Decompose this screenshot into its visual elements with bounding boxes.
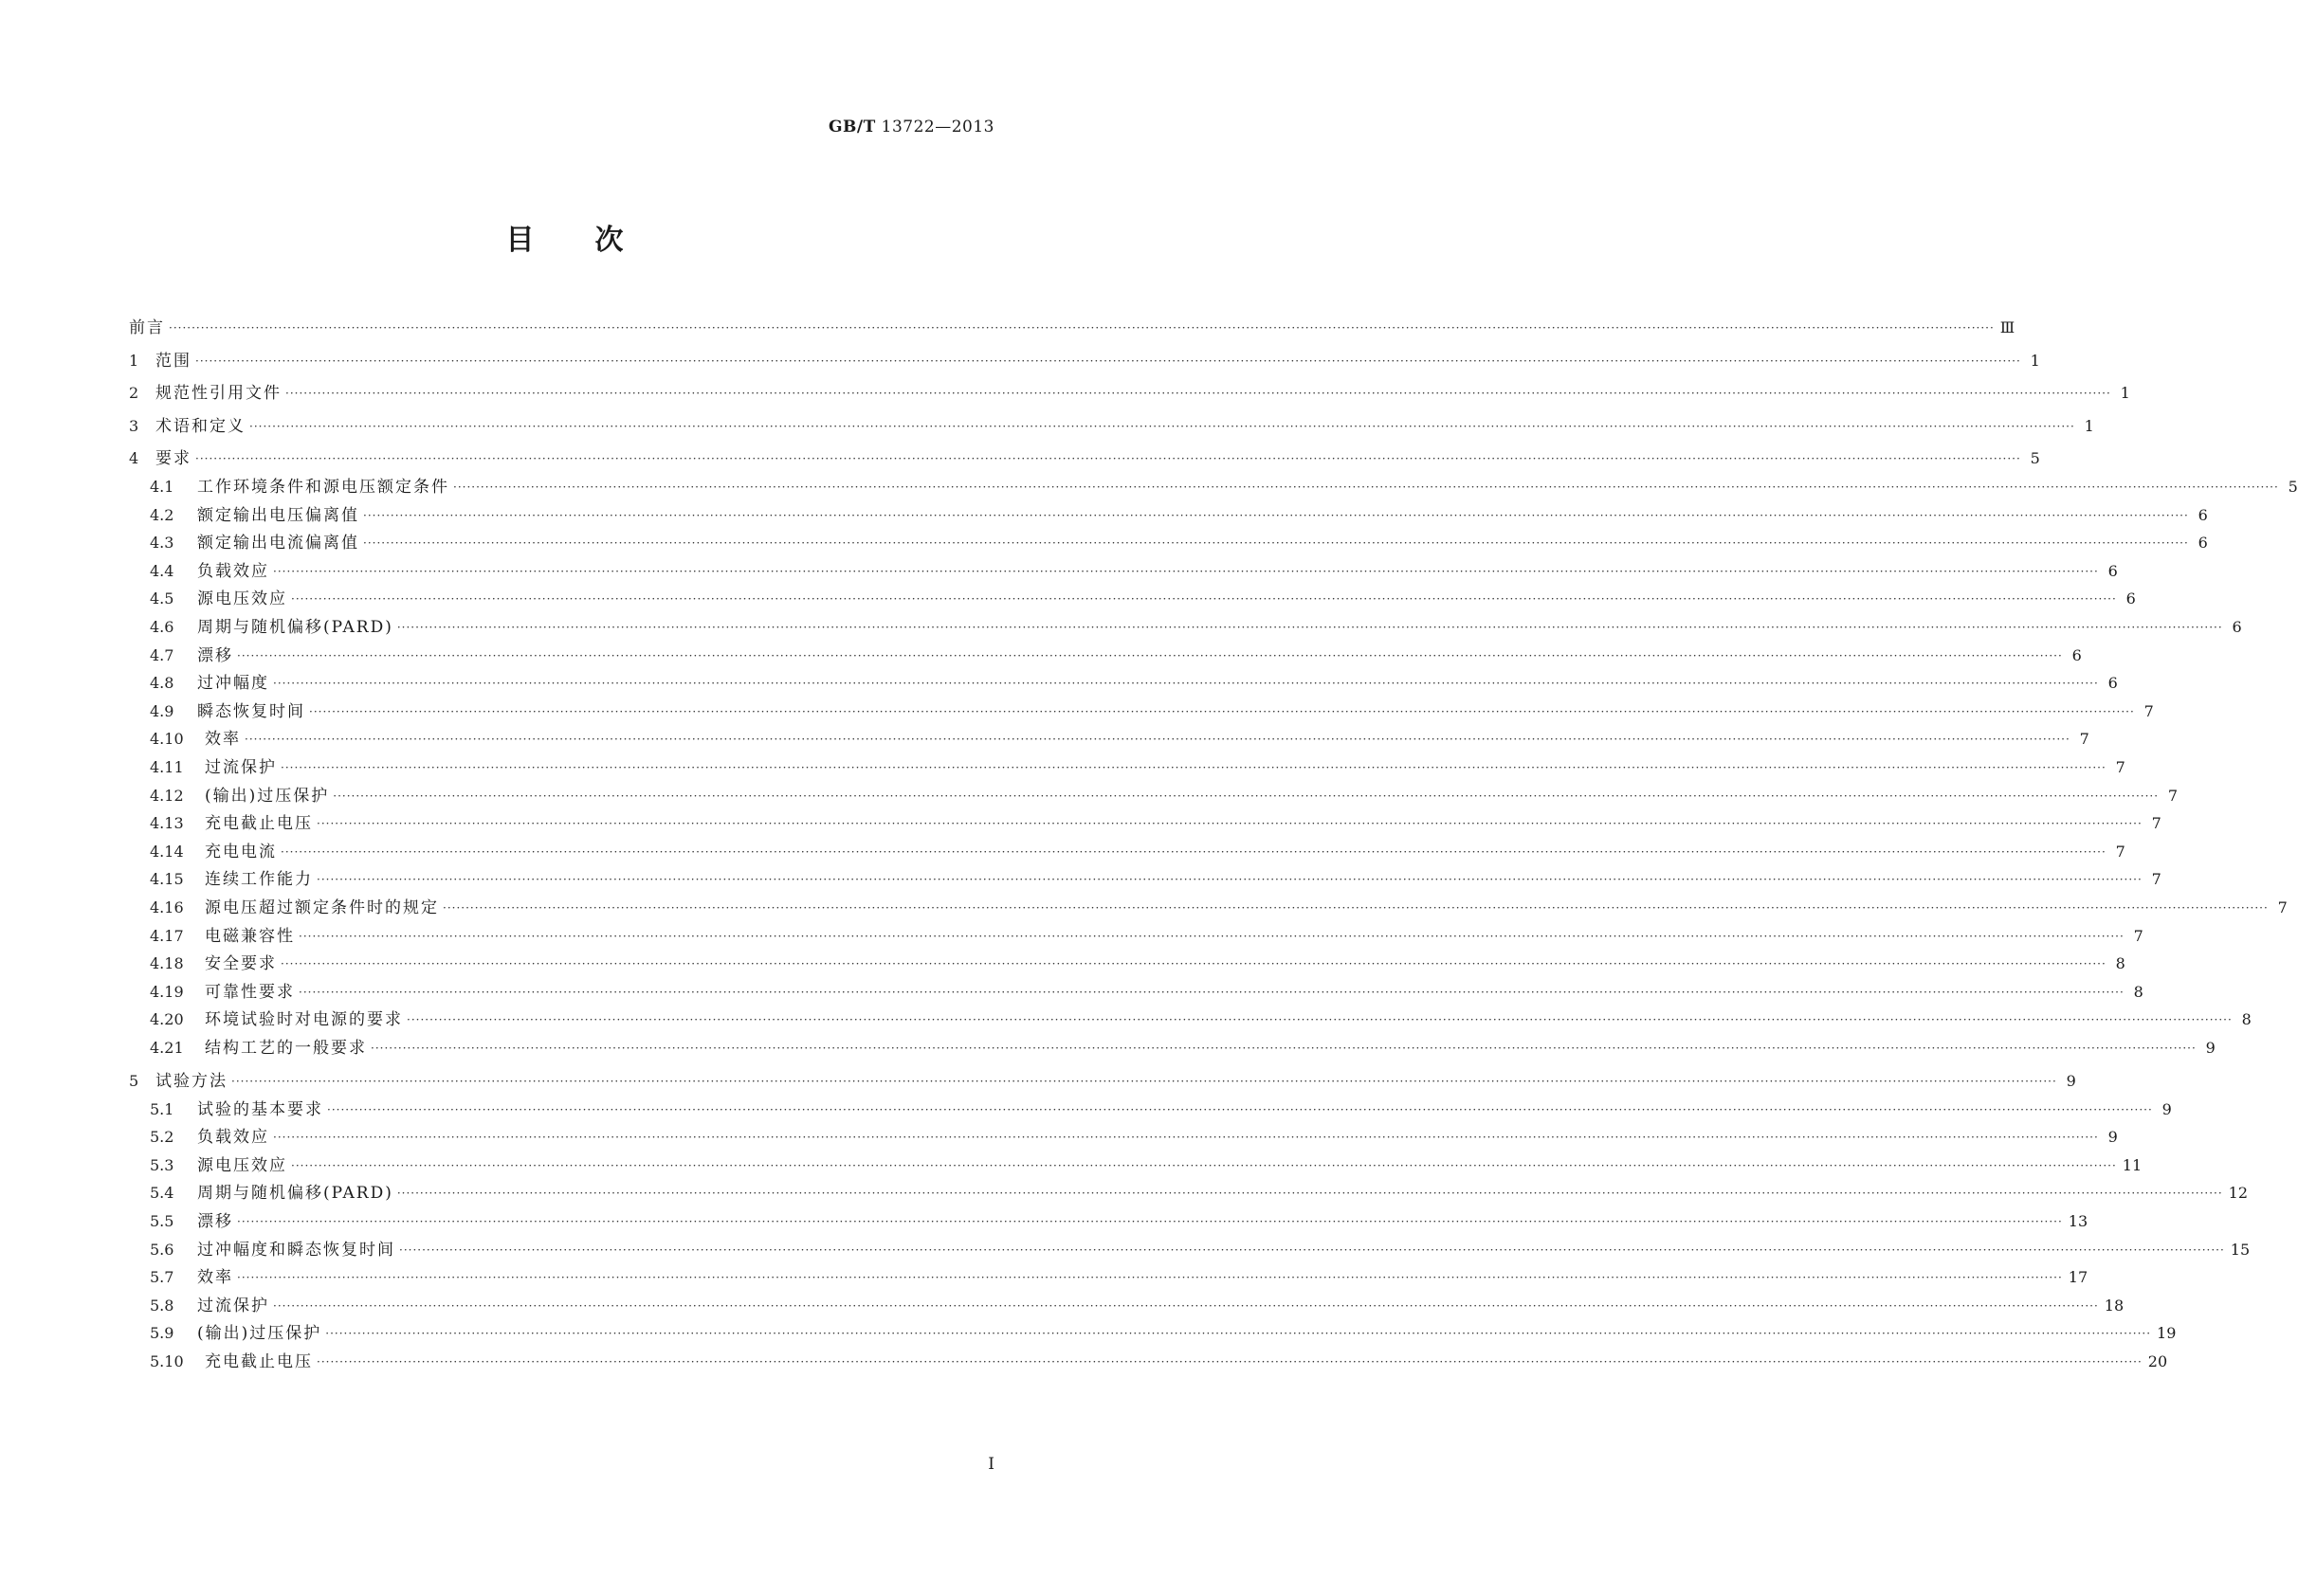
toc-leader-dots: ················································································································································································································································································································································································································ <box>317 1354 2143 1369</box>
toc-leader-dots: ················································································································································································································································································································································································································ <box>291 1158 2117 1172</box>
toc-entry-page: 6 <box>2107 674 2118 693</box>
toc-leader-dots: ················································································································································································································································································································································································································ <box>407 1013 2233 1027</box>
toc-entry-number: 5.5 <box>150 1211 174 1230</box>
toc-entry-number: 4.1 <box>150 478 174 496</box>
toc-entry-number: 4.3 <box>150 534 174 553</box>
toc-entry-label: 充电截止电压 <box>205 1351 313 1371</box>
toc-entry-label: 范围 <box>155 351 192 371</box>
page-number: Ⅰ <box>988 1455 994 1474</box>
toc-entry-number: 4.7 <box>150 645 174 664</box>
toc-entry[interactable] <box>129 616 2242 639</box>
toc-entry-label: 过流保护 <box>205 758 277 777</box>
toc-entry-number: 5.1 <box>150 1099 174 1118</box>
toc-entry[interactable] <box>129 1351 2168 1373</box>
toc-entry-label: 周期与随机偏移(PARD) <box>197 1184 393 1204</box>
toc-entry-page: 7 <box>2277 898 2288 916</box>
toc-entry-number: 3 <box>129 416 139 435</box>
toc-entry[interactable] <box>129 350 2040 372</box>
standard-prefix: GB/T <box>829 118 876 136</box>
toc-leader-dots: ················································································································································································································································································································································································································ <box>396 1187 2223 1201</box>
toc-entry[interactable] <box>129 1239 2251 1261</box>
toc-leader-dots: ················································································································································································································································································································································································································ <box>363 536 2189 551</box>
toc-entry-label: 连续工作能力 <box>205 870 313 890</box>
toc-entry-page: 6 <box>2071 645 2082 664</box>
toc-entry-label: 试验方法 <box>155 1071 228 1091</box>
toc-entry-page: 1 <box>2030 351 2040 370</box>
toc-entry-number: 4.20 <box>150 1010 184 1029</box>
toc-entry[interactable] <box>129 1182 2248 1205</box>
toc-leader-dots: ················································································································································································································································································································································································································ <box>299 929 2125 943</box>
toc-leader-dots: ················································································································································································································································································································································································································ <box>273 677 2099 691</box>
toc-entry-page: 19 <box>2157 1324 2177 1343</box>
toc-entry-label: 安全要求 <box>205 954 277 974</box>
toc-entry-number: 5.6 <box>150 1240 174 1259</box>
toc-entry-number: 2 <box>129 384 139 402</box>
toc-entry[interactable] <box>129 1295 2125 1317</box>
toc-entry-label: 结构工艺的一般要求 <box>205 1039 367 1058</box>
toc-entry-page: Ⅲ <box>1999 318 2015 336</box>
toc-entry-number: 4.5 <box>150 589 174 608</box>
toc-entry-number: 4.19 <box>150 982 184 1001</box>
toc-entry-page: 17 <box>2068 1268 2088 1287</box>
toc-entry[interactable] <box>129 700 2154 723</box>
toc-entry-page: 5 <box>2030 449 2040 467</box>
toc-leader-dots: ················································································································································································································································································································································································································ <box>291 592 2117 607</box>
toc-leader-dots: ················································································································································································································································································································································································································ <box>317 817 2143 831</box>
toc-entry-label: 环境试验时对电源的要求 <box>205 1010 403 1030</box>
toc-entry[interactable] <box>129 447 2040 470</box>
toc-entry[interactable] <box>129 560 2118 583</box>
toc-entry-label: 要求 <box>155 449 192 468</box>
toc-leader-dots: ················································································································································································································································································································································································································ <box>309 704 2135 718</box>
toc-entry-page: 8 <box>2133 982 2143 1001</box>
toc-entry[interactable] <box>129 952 2125 975</box>
toc-entry-label: 术语和定义 <box>155 416 246 436</box>
toc-entry-number: 5.3 <box>150 1155 174 1174</box>
toc-entry-page: 9 <box>2205 1039 2216 1057</box>
toc-entry[interactable] <box>129 841 2125 863</box>
toc-entry-page: 7 <box>2115 842 2125 861</box>
toc-leader-dots: ················································································································································································································································································································································································································ <box>273 1298 2099 1313</box>
page-title: 目次 <box>505 224 684 257</box>
toc-entry-number: 4.21 <box>150 1039 184 1057</box>
toc-entry-page: 11 <box>2122 1155 2143 1174</box>
toc-entry-label: 负载效应 <box>197 561 269 581</box>
toc-leader-dots: ················································································································································································································································································································································································································ <box>169 321 1995 335</box>
toc-entry[interactable] <box>129 785 2179 807</box>
toc-entry-number: 4.14 <box>150 842 184 861</box>
toc-entry-number: 4.11 <box>150 758 184 776</box>
toc-entry-label: 前言 <box>129 318 165 337</box>
toc-leader-dots: ················································································································································································································································································································································································································ <box>285 387 2111 400</box>
toc-entry-page: 13 <box>2068 1211 2088 1230</box>
toc-entry-page: 9 <box>2107 1128 2118 1147</box>
toc-entry-page: 6 <box>2198 534 2208 553</box>
toc-leader-dots: ················································································································································································································································································································································································································ <box>399 1242 2225 1257</box>
toc-entry[interactable] <box>129 868 2161 891</box>
toc-entry[interactable] <box>129 1154 2143 1177</box>
toc-entry-label: 周期与随机偏移(PARD) <box>197 618 393 637</box>
toc-leader-dots: ················································································································································································································································································································································································································ <box>363 508 2189 522</box>
toc-leader-dots: ················································································································································································································································································································································································································ <box>453 481 2279 494</box>
toc-entry-label: 漂移 <box>197 1211 233 1231</box>
toc-entry[interactable] <box>129 415 2094 438</box>
toc-entry[interactable] <box>129 1098 2172 1121</box>
toc-entry-label: 过冲幅度和瞬态恢复时间 <box>197 1240 395 1260</box>
toc-entry-label: 充电截止电压 <box>205 814 313 834</box>
toc-entry-label: 可靠性要求 <box>205 982 295 1002</box>
standard-number: 13722—2013 <box>881 118 994 136</box>
toc-leader-dots: ················································································································································································································································································································································································································ <box>396 621 2223 634</box>
toc-entry-number: 4.10 <box>150 730 184 749</box>
toc-entry[interactable] <box>129 532 2208 554</box>
toc-entry-label: 额定输出电流偏离值 <box>197 534 359 553</box>
toc-entry-number: 4.9 <box>150 701 174 720</box>
toc-leader-dots: ················································································································································································································································································································································································································ <box>281 761 2106 774</box>
toc-entry-page: 7 <box>2143 701 2154 720</box>
toc-entry-label: 额定输出电压偏离值 <box>197 505 359 525</box>
toc-entry-number: 1 <box>129 351 139 370</box>
toc-entry-number: 4.13 <box>150 814 184 833</box>
toc-entry-number: 5.2 <box>150 1128 174 1147</box>
toc-entry[interactable] <box>129 1322 2177 1345</box>
toc-entry-label: 漂移 <box>197 645 233 665</box>
toc-entry-page: 7 <box>2167 786 2179 805</box>
toc-entry-label: 效率 <box>205 730 241 750</box>
toc-leader-dots: ················································································································································································································································································································································································································ <box>195 452 2021 465</box>
toc-entry-page: 7 <box>2151 870 2161 889</box>
toc-entry[interactable] <box>129 504 2208 527</box>
toc-entry[interactable] <box>129 925 2143 948</box>
toc-entry-page: 5 <box>2288 478 2298 496</box>
toc-entry[interactable] <box>129 317 2015 339</box>
toc-entry-label: (输出)过压保护 <box>197 1324 322 1344</box>
toc-entry-label: 瞬态恢复时间 <box>197 701 305 721</box>
toc-entry[interactable] <box>129 981 2143 1004</box>
toc-entry-label: 充电电流 <box>205 842 277 861</box>
toc-entry-number: 4.15 <box>150 870 184 889</box>
toc-entry-label: 效率 <box>197 1268 233 1288</box>
toc-entry[interactable] <box>129 728 2089 751</box>
toc-entry-page: 7 <box>2151 814 2161 833</box>
toc-entry[interactable] <box>129 1126 2118 1149</box>
toc-entry-page: 9 <box>2066 1071 2076 1090</box>
toc-leader-dots: ················································································································································································································································································································································································································ <box>327 1102 2153 1116</box>
toc-entry-number: 5.10 <box>150 1351 184 1370</box>
toc-entry[interactable] <box>129 1266 2088 1289</box>
toc-leader-dots: ················································································································································································································································································································································································································ <box>249 419 2075 433</box>
toc-entry-number: 5 <box>129 1071 139 1090</box>
toc-entry-page: 7 <box>2115 758 2125 776</box>
toc-entry-label: 工作环境条件和源电压额定条件 <box>197 478 449 497</box>
toc-entry[interactable] <box>129 1008 2252 1031</box>
toc-entry-label: 过流保护 <box>197 1296 269 1315</box>
toc-entry-number: 4.18 <box>150 954 184 973</box>
toc-entry[interactable] <box>129 588 2136 610</box>
toc-entry[interactable] <box>129 756 2125 779</box>
toc-leader-dots: ················································································································································································································································································································································································································ <box>237 648 2063 662</box>
toc-entry-page: 12 <box>2228 1184 2248 1203</box>
toc-entry[interactable] <box>129 1037 2216 1060</box>
toc-leader-dots: ················································································································································································································································································································································································································ <box>443 901 2269 915</box>
toc-leader-dots: ················································································································································································································································································································································································································ <box>231 1074 2057 1088</box>
toc-entry-number: 4.8 <box>150 674 174 693</box>
toc-entry-page: 8 <box>2115 954 2125 973</box>
toc-entry-number: 5.7 <box>150 1268 174 1287</box>
toc-entry[interactable] <box>129 1070 2076 1093</box>
toc-leader-dots: ················································································································································································································································································································································································································ <box>237 1271 2063 1285</box>
toc-entry-number: 5.4 <box>150 1184 174 1203</box>
toc-entry[interactable] <box>129 644 2082 667</box>
toc-leader-dots: ················································································································································································································································································································································································································ <box>237 1214 2063 1228</box>
toc-entry-number: 4 <box>129 449 139 467</box>
toc-entry-page: 6 <box>2198 505 2208 524</box>
toc-entry-label: (输出)过压保护 <box>205 786 330 806</box>
toc-leader-dots: ················································································································································································································································································································································································································ <box>371 1042 2197 1055</box>
toc-entry-label: 源电压效应 <box>197 1155 287 1175</box>
toc-entry[interactable] <box>129 476 2298 499</box>
toc-entry-label: 过冲幅度 <box>197 674 269 694</box>
toc-entry-number: 5.8 <box>150 1296 174 1315</box>
toc-leader-dots: ················································································································································································································································································································································································································ <box>281 844 2106 859</box>
standard-code <box>829 118 994 136</box>
toc-leader-dots: ················································································································································································································································································································································································································ <box>195 354 2021 368</box>
toc-leader-dots: ················································································································································································································································································································································································································ <box>325 1327 2152 1341</box>
toc-entry-label: 负载效应 <box>197 1128 269 1148</box>
toc-entry[interactable] <box>129 382 2130 405</box>
toc-entry-number: 4.12 <box>150 786 184 805</box>
toc-entry-page: 7 <box>2079 730 2089 749</box>
toc-entry-number: 4.17 <box>150 926 184 945</box>
toc-entry-number: 5.9 <box>150 1324 174 1343</box>
toc-entry-page: 7 <box>2133 926 2143 945</box>
toc-entry-label: 电磁兼容性 <box>205 926 295 946</box>
toc-leader-dots: ················································································································································································································································································································································································································ <box>245 733 2070 747</box>
toc-entry-number: 4.2 <box>150 505 174 524</box>
toc-entry-number: 4.6 <box>150 618 174 636</box>
toc-entry[interactable] <box>129 897 2288 919</box>
toc-entry[interactable] <box>129 1210 2088 1233</box>
toc-leader-dots: ················································································································································································································································································································································································································ <box>333 789 2160 803</box>
toc-entry-page: 15 <box>2230 1240 2251 1259</box>
toc-entry-label: 源电压效应 <box>197 589 287 609</box>
toc-entry-label: 源电压超过额定条件时的规定 <box>205 898 439 917</box>
toc-entry[interactable] <box>129 812 2161 835</box>
toc-entry-page: 20 <box>2147 1351 2168 1370</box>
toc-leader-dots: ················································································································································································································································································································································································································ <box>273 564 2099 578</box>
toc-leader-dots: ················································································································································································································································································································································································································ <box>281 957 2106 971</box>
toc-entry-page: 9 <box>2161 1099 2172 1118</box>
toc-entry-label: 试验的基本要求 <box>197 1099 323 1119</box>
toc-entry-label: 规范性引用文件 <box>155 384 282 403</box>
toc-leader-dots: ················································································································································································································································································································································································································ <box>273 1131 2099 1145</box>
toc-entry-page: 6 <box>2125 589 2136 608</box>
toc-entry-page: 18 <box>2104 1296 2125 1315</box>
toc-entry-page: 1 <box>2084 416 2094 435</box>
toc-entry-page: 1 <box>2120 384 2130 402</box>
toc-entry-number: 4.16 <box>150 898 184 916</box>
toc-entry-page: 6 <box>2107 561 2118 580</box>
toc-leader-dots: ················································································································································································································································································································································································································ <box>299 985 2125 999</box>
toc-entry[interactable] <box>129 672 2118 695</box>
toc-leader-dots: ················································································································································································································································································································································································································ <box>317 873 2143 887</box>
toc-entry-number: 4.4 <box>150 561 174 580</box>
toc-entry-page: 6 <box>2232 618 2242 636</box>
toc-entry-page: 8 <box>2241 1010 2252 1029</box>
